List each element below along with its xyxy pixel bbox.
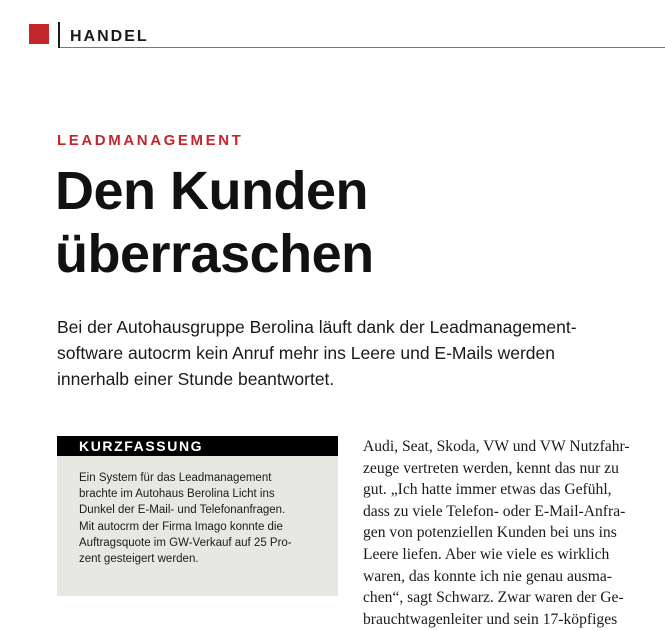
summary-text xyxy=(79,470,334,567)
summary-line: Ein System für das Leadmanagement xyxy=(79,472,272,484)
lead-line: software autocrm kein Anruf mehr ins Leere und E-Mails werden xyxy=(57,343,556,363)
body-line: Audi, Seat, Skoda, VW und VW Nutzfahr- xyxy=(363,438,630,455)
body-line: chen“, sagt Schwarz. Zwar waren der Ge- xyxy=(363,589,624,607)
body-line: gen von potenziellen Kunden bei uns ins xyxy=(363,524,617,542)
section-header xyxy=(0,0,665,60)
lead-line: Bei der Autohausgruppe Berolina läuft dank der Leadmanagement- xyxy=(57,317,577,337)
article-kicker: LEADMANAGEMENT xyxy=(57,132,244,149)
summary-box xyxy=(57,436,338,596)
summary-line: brachte im Autohaus Berolina Licht ins xyxy=(79,488,275,501)
body-line: brauchtwagenleiter und sein 17-köpfiges xyxy=(363,610,618,628)
summary-line: Auftragsquote im GW-Verkauf auf 25 Pro- xyxy=(79,536,292,549)
lead-line: innerhalb einer Stunde beantwortet. xyxy=(57,369,335,389)
summary-line: Dunkel der E-Mail- und Telefonanfragen. xyxy=(79,504,286,517)
article-headline xyxy=(55,160,374,286)
headline-line: überraschen xyxy=(55,224,374,284)
section-marker xyxy=(29,24,49,44)
body-line: dass zu viele Telefon- oder E-Mail-Anfra- xyxy=(363,502,626,520)
body-line: zeuge vertreten werden, kennt das nur zu xyxy=(363,459,619,477)
article-lead xyxy=(57,314,657,392)
section-rule xyxy=(60,47,665,48)
body-line: waren, das konnte ich nie genau ausma- xyxy=(363,567,612,585)
summary-line: Mit autocrm der Firma Imago konnte die xyxy=(79,520,283,533)
body-line: gut. „Ich hatte immer etwas das Gefühl, xyxy=(363,481,612,499)
section-divider xyxy=(58,22,60,48)
summary-title: KURZFASSUNG xyxy=(57,436,338,456)
body-column xyxy=(363,436,663,630)
headline-line: Den Kunden xyxy=(55,161,368,221)
section-label: HANDEL xyxy=(70,28,149,45)
body-line: Leere liefen. Aber wie viele es wirklich xyxy=(363,545,610,563)
summary-line: zent gesteigert werden. xyxy=(79,553,199,566)
